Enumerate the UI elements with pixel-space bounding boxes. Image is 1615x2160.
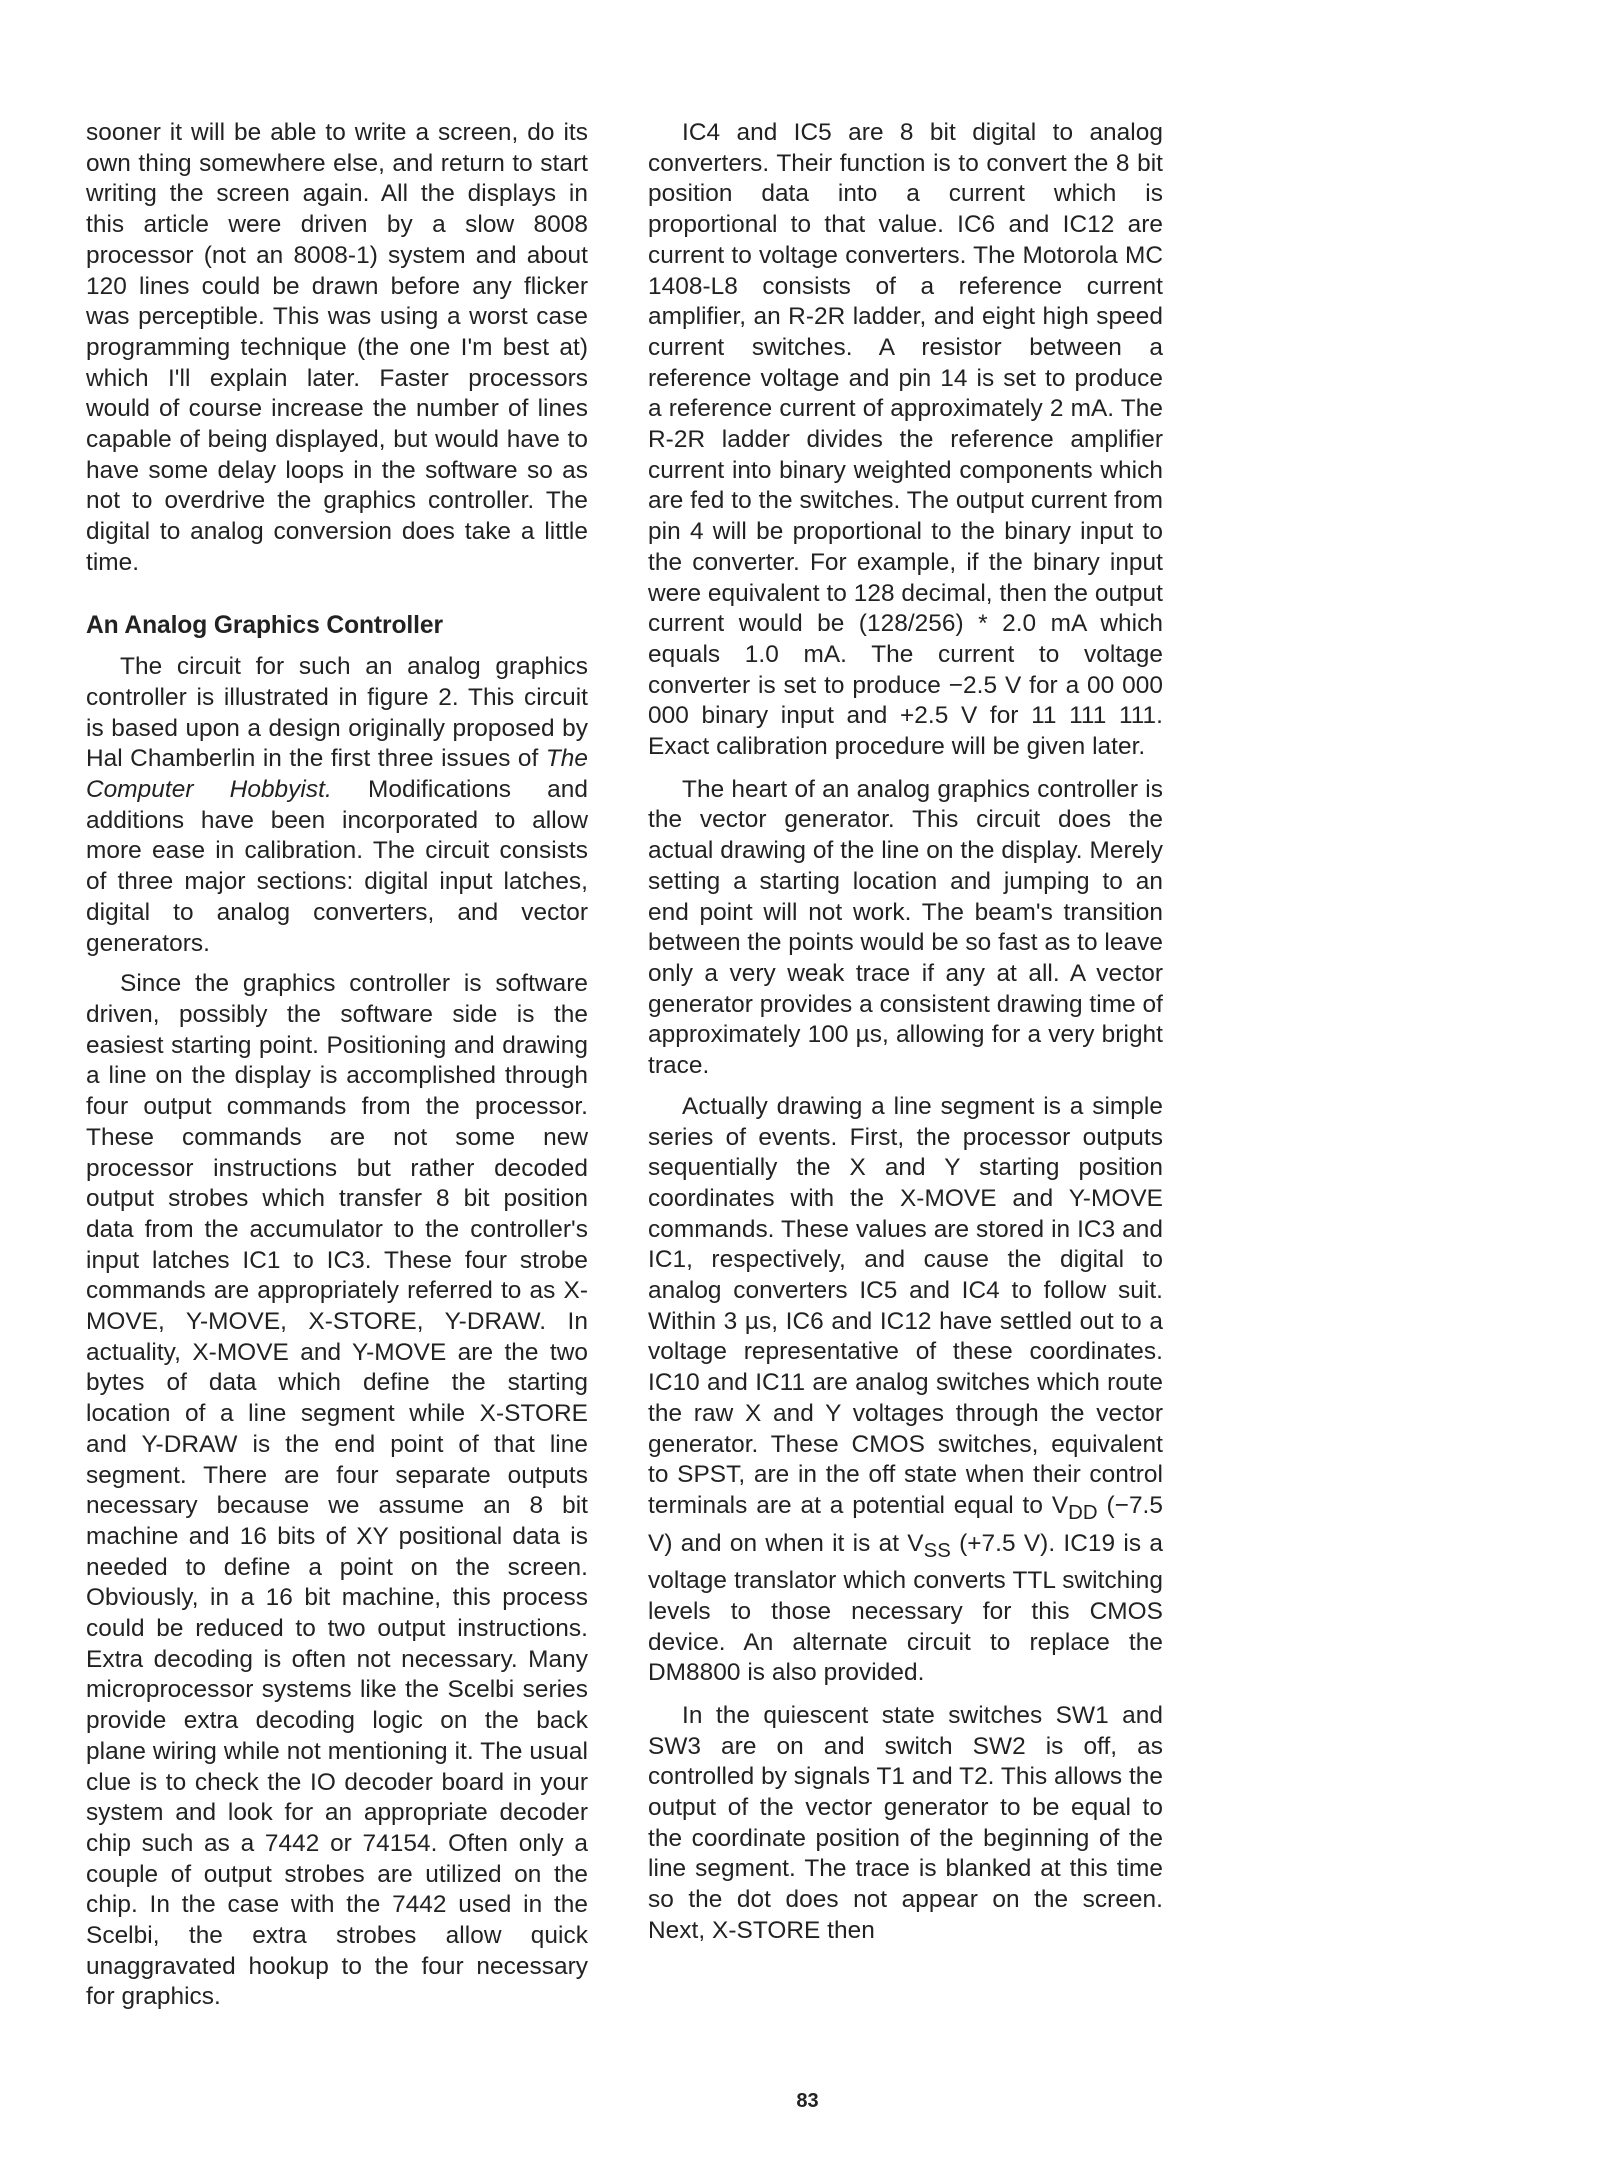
paragraph-circuit-text-2: Modifications and additions have been incorporated to allow more ease in calibration. The circuit consists of three major sections: digital input latches, digital to analog converters, and vector generators.	[86, 776, 588, 957]
paragraph-software: Since the graphics controller is software driven, possibly the software side is the easiest starting point. Positioning and drawing a line on the display is accomplished through four output commands from the processor. These commands are not some new processor instructions but rather decoded output strobes which transfer 8 bit position data from the accumulator to the controller's input latches IC1 to IC3. These four strobe commands are appropriately referred to as X-MOVE, Y-MOVE, X-STORE, Y-DRAW. In actuality, X-MOVE and Y-MOVE are the two bytes of data which define the starting location of a line segment while X-STORE and Y-DRAW is the end point of that line segment. There are four separate outputs necessary because we assume an 8 bit machine and 16 bits of XY positional data is needed to define a point on the screen. Obviously, in a 16 bit machine, this process could be reduced to two output instructions. Extra decoding is often not necessary. Many microprocessor systems like the Scelbi series provide extra decoding logic on the back plane wiring while not mentioning it. The usual clue is to check the IO decoder board in your system and look for an appropriate decoder chip such as a 7442 or 74154. Often only a couple of output strobes are utilized on the chip. In the case with the 7442 used in the Scelbi, the extra strobes allow quick unaggravated hookup to the four necessary for graphics.	[86, 970, 588, 2011]
paragraph-drawing-text: Actually drawing a line segment is a simple series of events. First, the processor outputs sequentially the X and Y starting position coordinates with the X-MOVE and Y-MOVE commands. These values are stored in IC3 and IC1, respectively, and cause the digital to analog converters IC5 and IC4 to follow suit. Within 3 µs, IC6 and IC12 have settled out to a voltage representative of these coordinates. IC10 and IC11 are analog switches which route the raw X and Y voltages through the vector generator. These CMOS switches, equivalent to SPST, are in the off state when their control terminals are at a potential equal to V	[648, 1092, 1163, 1519]
page-number: 83	[796, 2090, 819, 2112]
paragraph-drawing-text-2: (−7.5 V) and on when it is at V	[648, 1491, 1163, 1557]
paragraph-quiescent: In the quiescent state switches SW1 and SW3 are on and switch SW2 is off, as controlled by signals T1 and T2. This allows the output of the vector generator to be equal to the coordinate position of the beginning of the line segment. The trace is blanked at this time so the dot does not appear on the screen. Next, X-STORE then	[648, 1701, 1163, 1944]
paragraph-drawing	[648, 1092, 1163, 1689]
paragraph-drawing-text-3: (+7.5 V). IC19 is a voltage translator which converts TTL switching levels to those necessary for this CMOS device. An alternate circuit to replace the DM8800 is also provided.	[648, 1529, 1163, 1687]
left-column	[86, 118, 588, 2013]
paragraph-vector-generator: The heart of an analog graphics controller is the vector generator. This circuit does the actual drawing of the line on the display. Merely setting a starting location and jumping to an end point will not work. The beam's transition between the points would be so fast as to leave only a very weak trace if any at all. A vector generator provides a consistent drawing time of approximately 100 µs, allowing for a very bright trace.	[648, 775, 1163, 1080]
paragraph-converters: IC4 and IC5 are 8 bit digital to analog converters. Their function is to convert the 8 bit position data into a current which is proportional to that value. IC6 and IC12 are current to voltage converters. The Motorola MC 1408-L8 consists of a reference current amplifier, an R-2R ladder, and eight high speed current switches. A resistor between a reference voltage and pin 14 is set to produce a reference current of approximately 2 mA. The R-2R ladder divides the reference amplifier current into binary weighted components which are fed to the switches. The output current from pin 4 will be proportional to the binary input to the converter. For example, if the binary input were equivalent to 128 decimal, then the output current would be (128/256) * 2.0 mA which equals 1.0 mA. The current to voltage converter is set to produce −2.5 V for a 00 000 000 binary input and +2.5 V for 11 111 111. Exact calibration procedure will be given later.	[648, 119, 1163, 761]
paragraph-circuit-text: The circuit for such an analog graphics controller is illustrated in figure 2. This circuit is based upon a design originally proposed by Hal Chamberlin in the first three issues of	[86, 653, 588, 773]
paragraph-intro: sooner it will be able to write a screen, do its own thing somewhere else, and return to start writing the screen again. All the displays in this article were driven by a slow 8008 processor (not an 8008-1) system and about 120 lines could be drawn before any flicker was perceptible. This was using a worst case programming technique (the one I'm best at) which I'll explain later. Faster processors would of course increase the number of lines capable of being displayed, but would have to have some delay loops in the software so as not to overdrive the graphics controller. The digital to analog conversion does take a little time.	[86, 119, 588, 576]
subscript-ss: SS	[923, 1539, 951, 1562]
right-column	[648, 118, 1163, 1947]
subscript-dd: DD	[1068, 1501, 1098, 1524]
publication-title: The Computer Hobbyist.	[86, 745, 588, 804]
paragraph-circuit	[86, 652, 588, 959]
section-heading: An Analog Graphics Controller	[86, 611, 443, 639]
